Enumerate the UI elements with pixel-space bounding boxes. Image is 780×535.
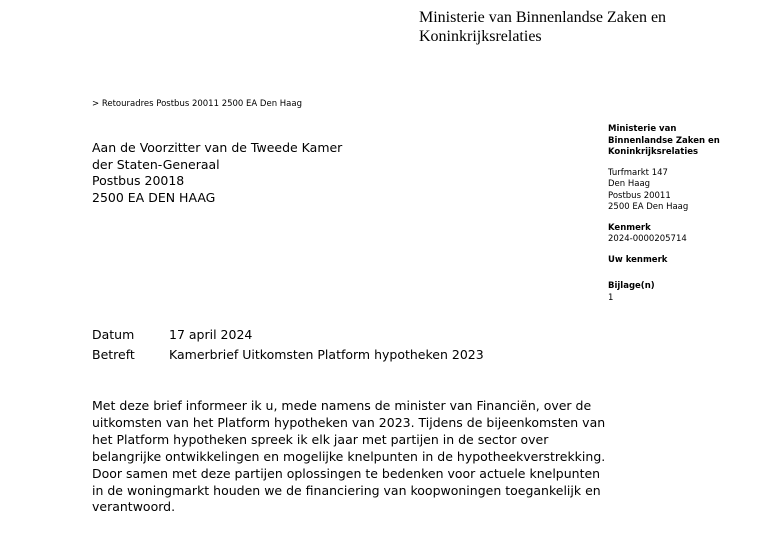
betreft-label: Betreft [92, 346, 135, 362]
sidebar-org-line: Ministerie van [608, 124, 677, 134]
sidebar-org-name [608, 124, 773, 159]
body-line: in de woningmarkt houden we de financiering van koopwoningen toegankelijk en [92, 482, 601, 498]
body-line: verantwoord. [92, 499, 176, 515]
sidebar-org-line: Binnenlandse Zaken en [608, 135, 720, 146]
letter-body-paragraph [92, 398, 606, 516]
sidebar-address-line: Turfmarkt 147 [608, 167, 668, 178]
sidebar-address [608, 168, 773, 214]
kenmerk-value: 2024-0000205714 [608, 234, 687, 244]
betreft-value: Kamerbrief Uitkomsten Platform hypotheken 2023 [169, 346, 484, 362]
sidebar-kenmerk [608, 223, 773, 246]
recipient-address [92, 140, 342, 206]
sidebar-address-line: 2500 EA Den Haag [608, 202, 689, 212]
bijlagen-label: Bijlage(n) [608, 281, 655, 291]
logo-line-1: Ministerie van Binnenlandse Zaken en [419, 9, 667, 26]
sender-sidebar [608, 124, 773, 313]
body-line: het Platform hypotheken spreek ik elk jaar met partijen in de sector over [92, 431, 549, 447]
return-address: > Retouradres Postbus 20011 2500 EA Den Haag [92, 99, 302, 109]
sidebar-address-line: Den Haag [608, 179, 651, 189]
letter-meta [92, 325, 484, 364]
recipient-line: der Staten-Generaal [92, 156, 220, 172]
datum-label: Datum [92, 327, 135, 342]
datum-row [92, 325, 484, 345]
recipient-line: Aan de Voorzitter van de Tweede Kamer [92, 140, 343, 155]
recipient-line: 2500 EA DEN HAAG [92, 189, 216, 205]
body-line: Door samen met deze partijen oplossingen te bedenken voor actuele knelpunten [92, 465, 601, 481]
body-line: belangrijke ontwikkelingen en mogelijke knelpunten in de hypotheekverstrekking. [92, 448, 606, 464]
betreft-row [92, 345, 484, 365]
logo-line-2: Koninkrijksrelaties [419, 28, 542, 45]
sidebar-org-line: Koninkrijksrelaties [608, 147, 699, 157]
uw-kenmerk-label: Uw kenmerk [608, 254, 668, 265]
ministry-logo-text [419, 8, 666, 46]
bijlagen-value: 1 [608, 292, 614, 303]
sidebar-uw-kenmerk [608, 255, 773, 267]
recipient-line: Postbus 20018 [92, 173, 185, 188]
kenmerk-label: Kenmerk [608, 222, 651, 233]
sidebar-address-line: Postbus 20011 [608, 190, 671, 201]
body-line: Met deze brief informeer ik u, mede namens de minister van Financiën, over de [92, 398, 592, 413]
sidebar-bijlagen [608, 281, 773, 304]
datum-value: 17 april 2024 [169, 327, 253, 342]
body-line: uitkomsten van het Platform hypotheken van 2023. Tijdens de bijeenkomsten van [92, 414, 606, 430]
